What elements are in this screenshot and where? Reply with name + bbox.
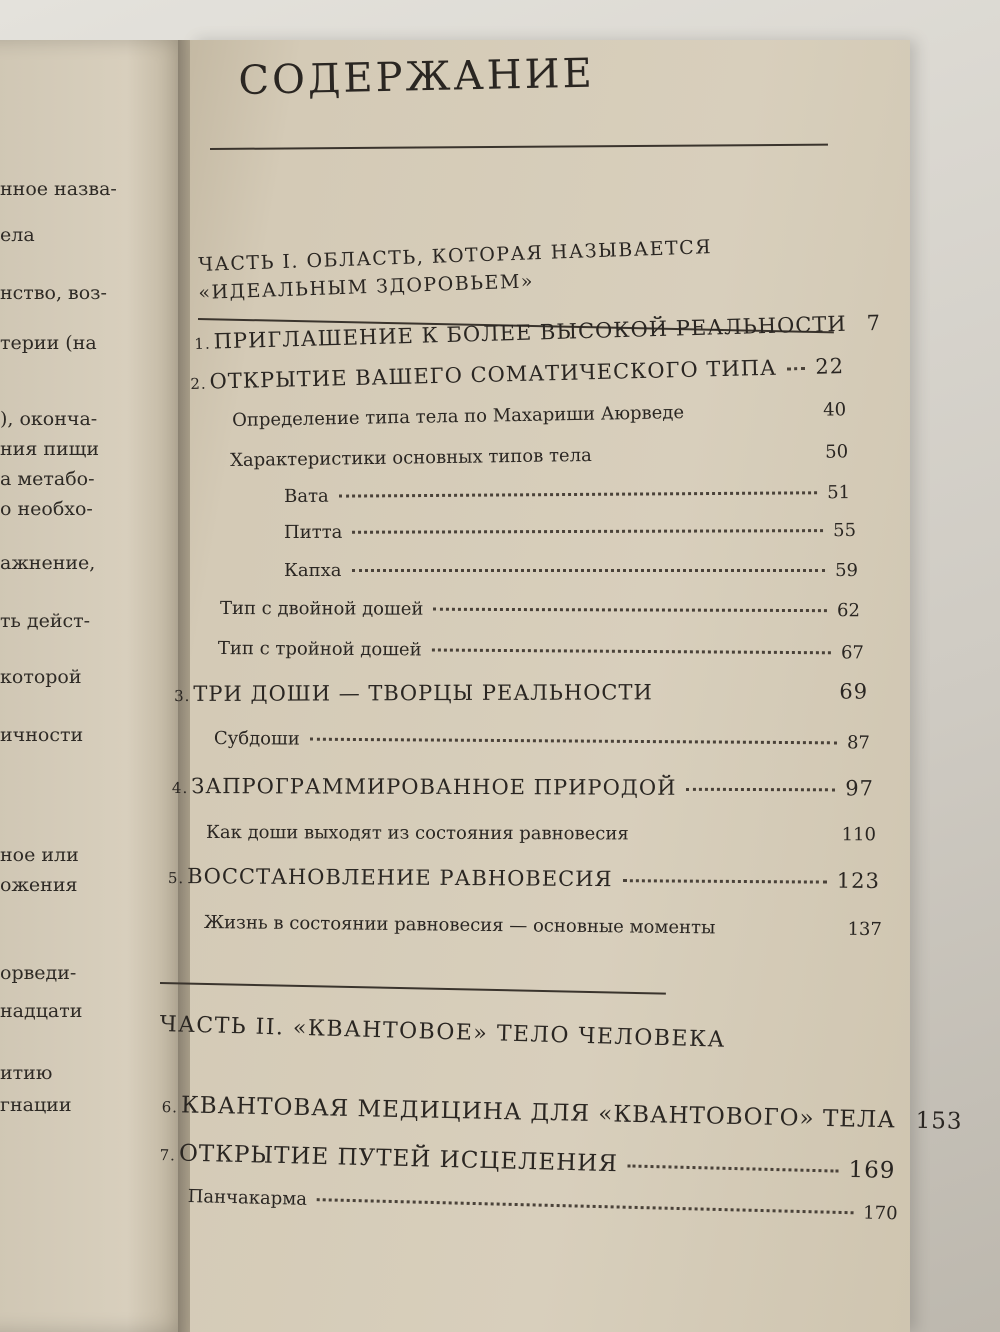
- left-page-line: нство, воз-: [0, 282, 107, 304]
- entry-page: 169: [848, 1156, 896, 1184]
- entry-page: 170: [862, 1202, 898, 1225]
- chapter-number: 4.: [171, 779, 189, 798]
- left-page-line: ожения: [0, 874, 78, 896]
- entry-title: ЗАПРОГРАММИРОВАННОЕ ПРИРОДОЙ: [191, 774, 677, 800]
- left-page-line: нное назва-: [0, 178, 117, 200]
- part1-heading-line1: ЧАСТЬ I. ОБЛАСТЬ, КОТОРАЯ НАЗЫВАЕТСЯ: [198, 236, 713, 276]
- left-page-line: ела: [0, 224, 35, 246]
- entry-page: 153: [915, 1107, 963, 1135]
- entry-page: 40: [823, 399, 847, 421]
- left-page-line: о необхо-: [0, 498, 93, 520]
- left-page-line: ное или: [0, 844, 79, 866]
- toc-entry: [284, 520, 856, 543]
- entry-page: 55: [833, 520, 857, 542]
- entry-title: Характеристики основных типов тела: [230, 444, 592, 471]
- entry-title: Вата: [284, 485, 329, 507]
- entry-title: Тип с тройной дошей: [217, 638, 422, 661]
- left-page-line: ичности: [0, 724, 84, 746]
- entry-page: 7: [866, 310, 882, 336]
- entry-title: Жизнь в состоянии равновесия — основные моменты: [203, 912, 716, 939]
- chapter-number: 7.: [159, 1145, 177, 1165]
- entry-title: Как доши выходят из состояния равновесия: [205, 822, 629, 845]
- entry-title: ОТКРЫТИЕ ПУТЕЙ ИСЦЕЛЕНИЯ: [178, 1140, 619, 1178]
- chapter-number: 3.: [174, 686, 191, 705]
- left-page: [0, 40, 190, 1332]
- toc-entry: [284, 560, 858, 581]
- toc-entry: [174, 680, 868, 706]
- left-page-line: а метабо-: [0, 468, 95, 490]
- entry-title: Определение типа тела по Махариши Аюрведе: [232, 402, 685, 431]
- entry-page: 69: [839, 679, 869, 704]
- left-page-line: терии (на: [0, 332, 97, 354]
- part2-heading: ЧАСТЬ II. «КВАНТОВОЕ» ТЕЛО ЧЕЛОВЕКА: [159, 1012, 727, 1053]
- chapter-number: 6.: [161, 1097, 179, 1117]
- toc-entry: [218, 638, 864, 664]
- entry-page: 87: [846, 732, 870, 754]
- entry-page: 123: [836, 868, 880, 893]
- left-page-line: которой: [0, 666, 82, 688]
- toc-entry: [168, 864, 880, 893]
- entry-page: 110: [841, 824, 876, 846]
- entry-page: 62: [837, 600, 860, 622]
- left-page-line: ), оконча-: [0, 408, 98, 430]
- entry-page: 51: [827, 482, 851, 504]
- left-page-line: надцати: [0, 1000, 83, 1022]
- entry-page: 67: [840, 642, 864, 664]
- entry-page: 50: [825, 441, 849, 463]
- page-title: СОДЕРЖАНИЕ: [238, 50, 596, 104]
- entry-page: 97: [845, 776, 874, 801]
- left-page-line: ажнение,: [0, 552, 96, 574]
- entry-title: ОТКРЫТИЕ ВАШЕГО СОМАТИЧЕСКОГО ТИПА: [209, 355, 778, 394]
- entry-title: ПРИГЛАШЕНИЕ К БОЛЕЕ ВЫСОКОЙ РЕАЛЬНОСТИ: [213, 311, 847, 354]
- entry-title: Панчакарма: [187, 1186, 308, 1210]
- left-page-line: гнации: [0, 1094, 72, 1116]
- entry-page: 59: [835, 560, 858, 581]
- entry-title: Питта: [284, 521, 343, 543]
- toc-entry: [206, 822, 876, 845]
- entry-title: ВОССТАНОВЛЕНИЕ РАВНОВЕСИЯ: [187, 864, 613, 892]
- entry-title: Субдоши: [213, 728, 300, 750]
- entry-title: ТРИ ДОШИ — ТВОРЦЫ РЕАЛЬНОСТИ: [193, 680, 653, 706]
- chapter-number: 1.: [194, 334, 211, 353]
- entry-page: 137: [847, 918, 882, 941]
- entry-title: Капха: [284, 560, 342, 581]
- chapter-number: 5.: [167, 868, 185, 888]
- left-page-line: орведи-: [0, 962, 77, 984]
- entry-title: Тип с двойной дошей: [219, 598, 424, 620]
- left-page-line: ть дейст-: [0, 610, 91, 632]
- toc-entry: [284, 482, 850, 507]
- entry-page: 22: [815, 354, 845, 379]
- toc-entry: [172, 774, 874, 800]
- left-page-line: ния пищи: [0, 438, 100, 460]
- entry-title: КВАНТОВАЯ МЕДИЦИНА ДЛЯ «КВАНТОВОГО» ТЕЛА: [180, 1092, 896, 1134]
- toc-entry: [220, 598, 860, 621]
- left-page-line: итию: [0, 1062, 53, 1084]
- chapter-number: 2.: [190, 374, 207, 393]
- part1-heading-line2: «ИДЕАЛЬНЫМ ЗДОРОВЬЕМ»: [198, 270, 535, 304]
